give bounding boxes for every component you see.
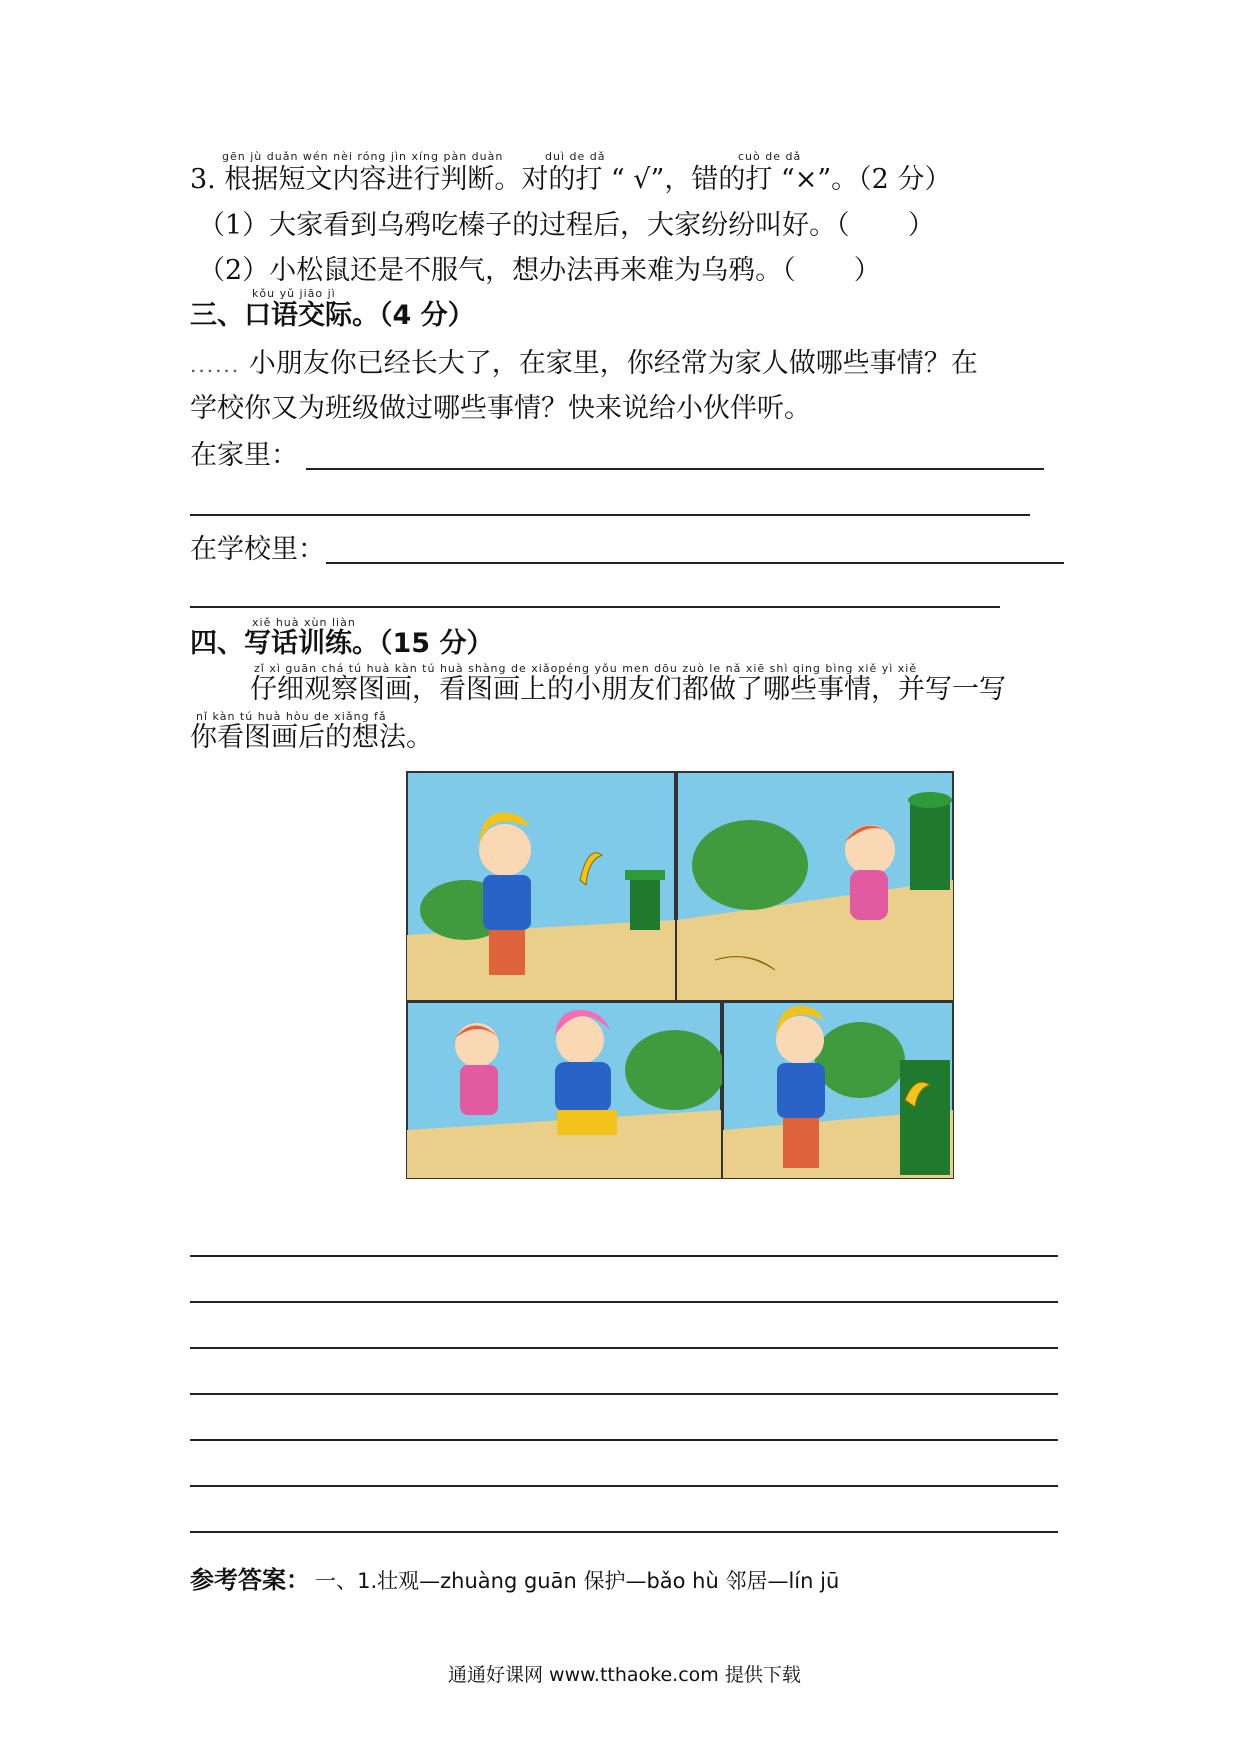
section4-title-pinyin: xiě huà xùn liàn — [252, 616, 356, 629]
q3-item-2-close: ） — [853, 255, 881, 286]
section3-para-line1 — [190, 348, 978, 381]
school-answer-line-1[interactable] — [326, 562, 1064, 564]
panel-2 — [677, 772, 953, 1000]
school-answer-line-2[interactable] — [190, 606, 1000, 608]
leading-dots: ...... — [190, 353, 241, 377]
section4-line1-pinyin: zǐ xì guān chá tú huà kàn tú huà shàng de xiǎopéng yǒu men dōu zuò le nǎ xiē shì qing bìng xiě yì xiě — [254, 662, 918, 675]
q3-pinyin-b: duì de dǎ — [545, 150, 606, 163]
q3-question: 3. 根据短文内容进行判断。对的打 “ √”，错的打 “×”。（2 分） — [190, 164, 952, 195]
home-answer-line-2[interactable] — [190, 514, 1030, 516]
section4-title: 四、写话训练。（15 分） — [190, 628, 494, 659]
q3-pinyin-a: gēn jù duǎn wén nèi róng jìn xíng pàn duàn — [222, 150, 504, 163]
writing-line-6[interactable] — [190, 1485, 1058, 1487]
answer-row — [190, 1560, 839, 1595]
answer-text: 一、1.壮观—zhuàng guān 保护—bǎo hù 邻居—lín jū — [315, 1569, 840, 1593]
q3-item-1-text: （1）大家看到乌鸦吃榛子的过程后，大家纷纷叫好。（ — [198, 210, 850, 241]
writing-line-5[interactable] — [190, 1439, 1058, 1441]
writing-line-2[interactable] — [190, 1301, 1058, 1303]
section3-title: 三、口语交际。（4 分） — [190, 300, 475, 331]
q3-item-1 — [198, 210, 935, 242]
home-label: 在家里： — [190, 440, 298, 471]
panel-3 — [407, 1002, 725, 1178]
q3-item-1-close: ） — [907, 210, 935, 241]
q3-item-2-text: （2）小松鼠还是不服气，想办法再来难为乌鸦。（ — [198, 255, 796, 286]
section3-para1: 小朋友你已经长大了，在家里，你经常为家人做哪些事情？在 — [248, 348, 978, 379]
section3-pinyin: kǒu yǔ jiāo jì — [252, 287, 336, 300]
home-answer-line-1[interactable] — [306, 468, 1044, 470]
answer-label: 参考答案： — [190, 1566, 310, 1594]
school-label: 在学校里： — [190, 534, 325, 565]
section4-line2: 你看图画后的想法。 — [190, 722, 433, 753]
writing-line-7[interactable] — [190, 1531, 1058, 1533]
writing-line-1[interactable] — [190, 1255, 1058, 1257]
panel-1 — [407, 772, 675, 1000]
comic-illustration — [405, 770, 955, 1180]
q3-item-2 — [198, 255, 881, 287]
section3-para2: 学校你又为班级做过哪些事情？快来说给小伙伴听。 — [190, 393, 811, 424]
section4-line2-pinyin: nǐ kàn tú huà hòu de xiǎng fǎ — [196, 710, 387, 723]
panel-4 — [723, 1002, 953, 1178]
writing-line-4[interactable] — [190, 1393, 1058, 1395]
writing-line-3[interactable] — [190, 1347, 1058, 1349]
q3-pinyin-c: cuò de dǎ — [738, 150, 802, 163]
section4-line1: 仔细观察图画，看图画上的小朋友们都做了哪些事情，并写一写 — [250, 674, 1006, 705]
footer-source: 通通好课网 www.tthaoke.com 提供下载 — [448, 1664, 801, 1686]
